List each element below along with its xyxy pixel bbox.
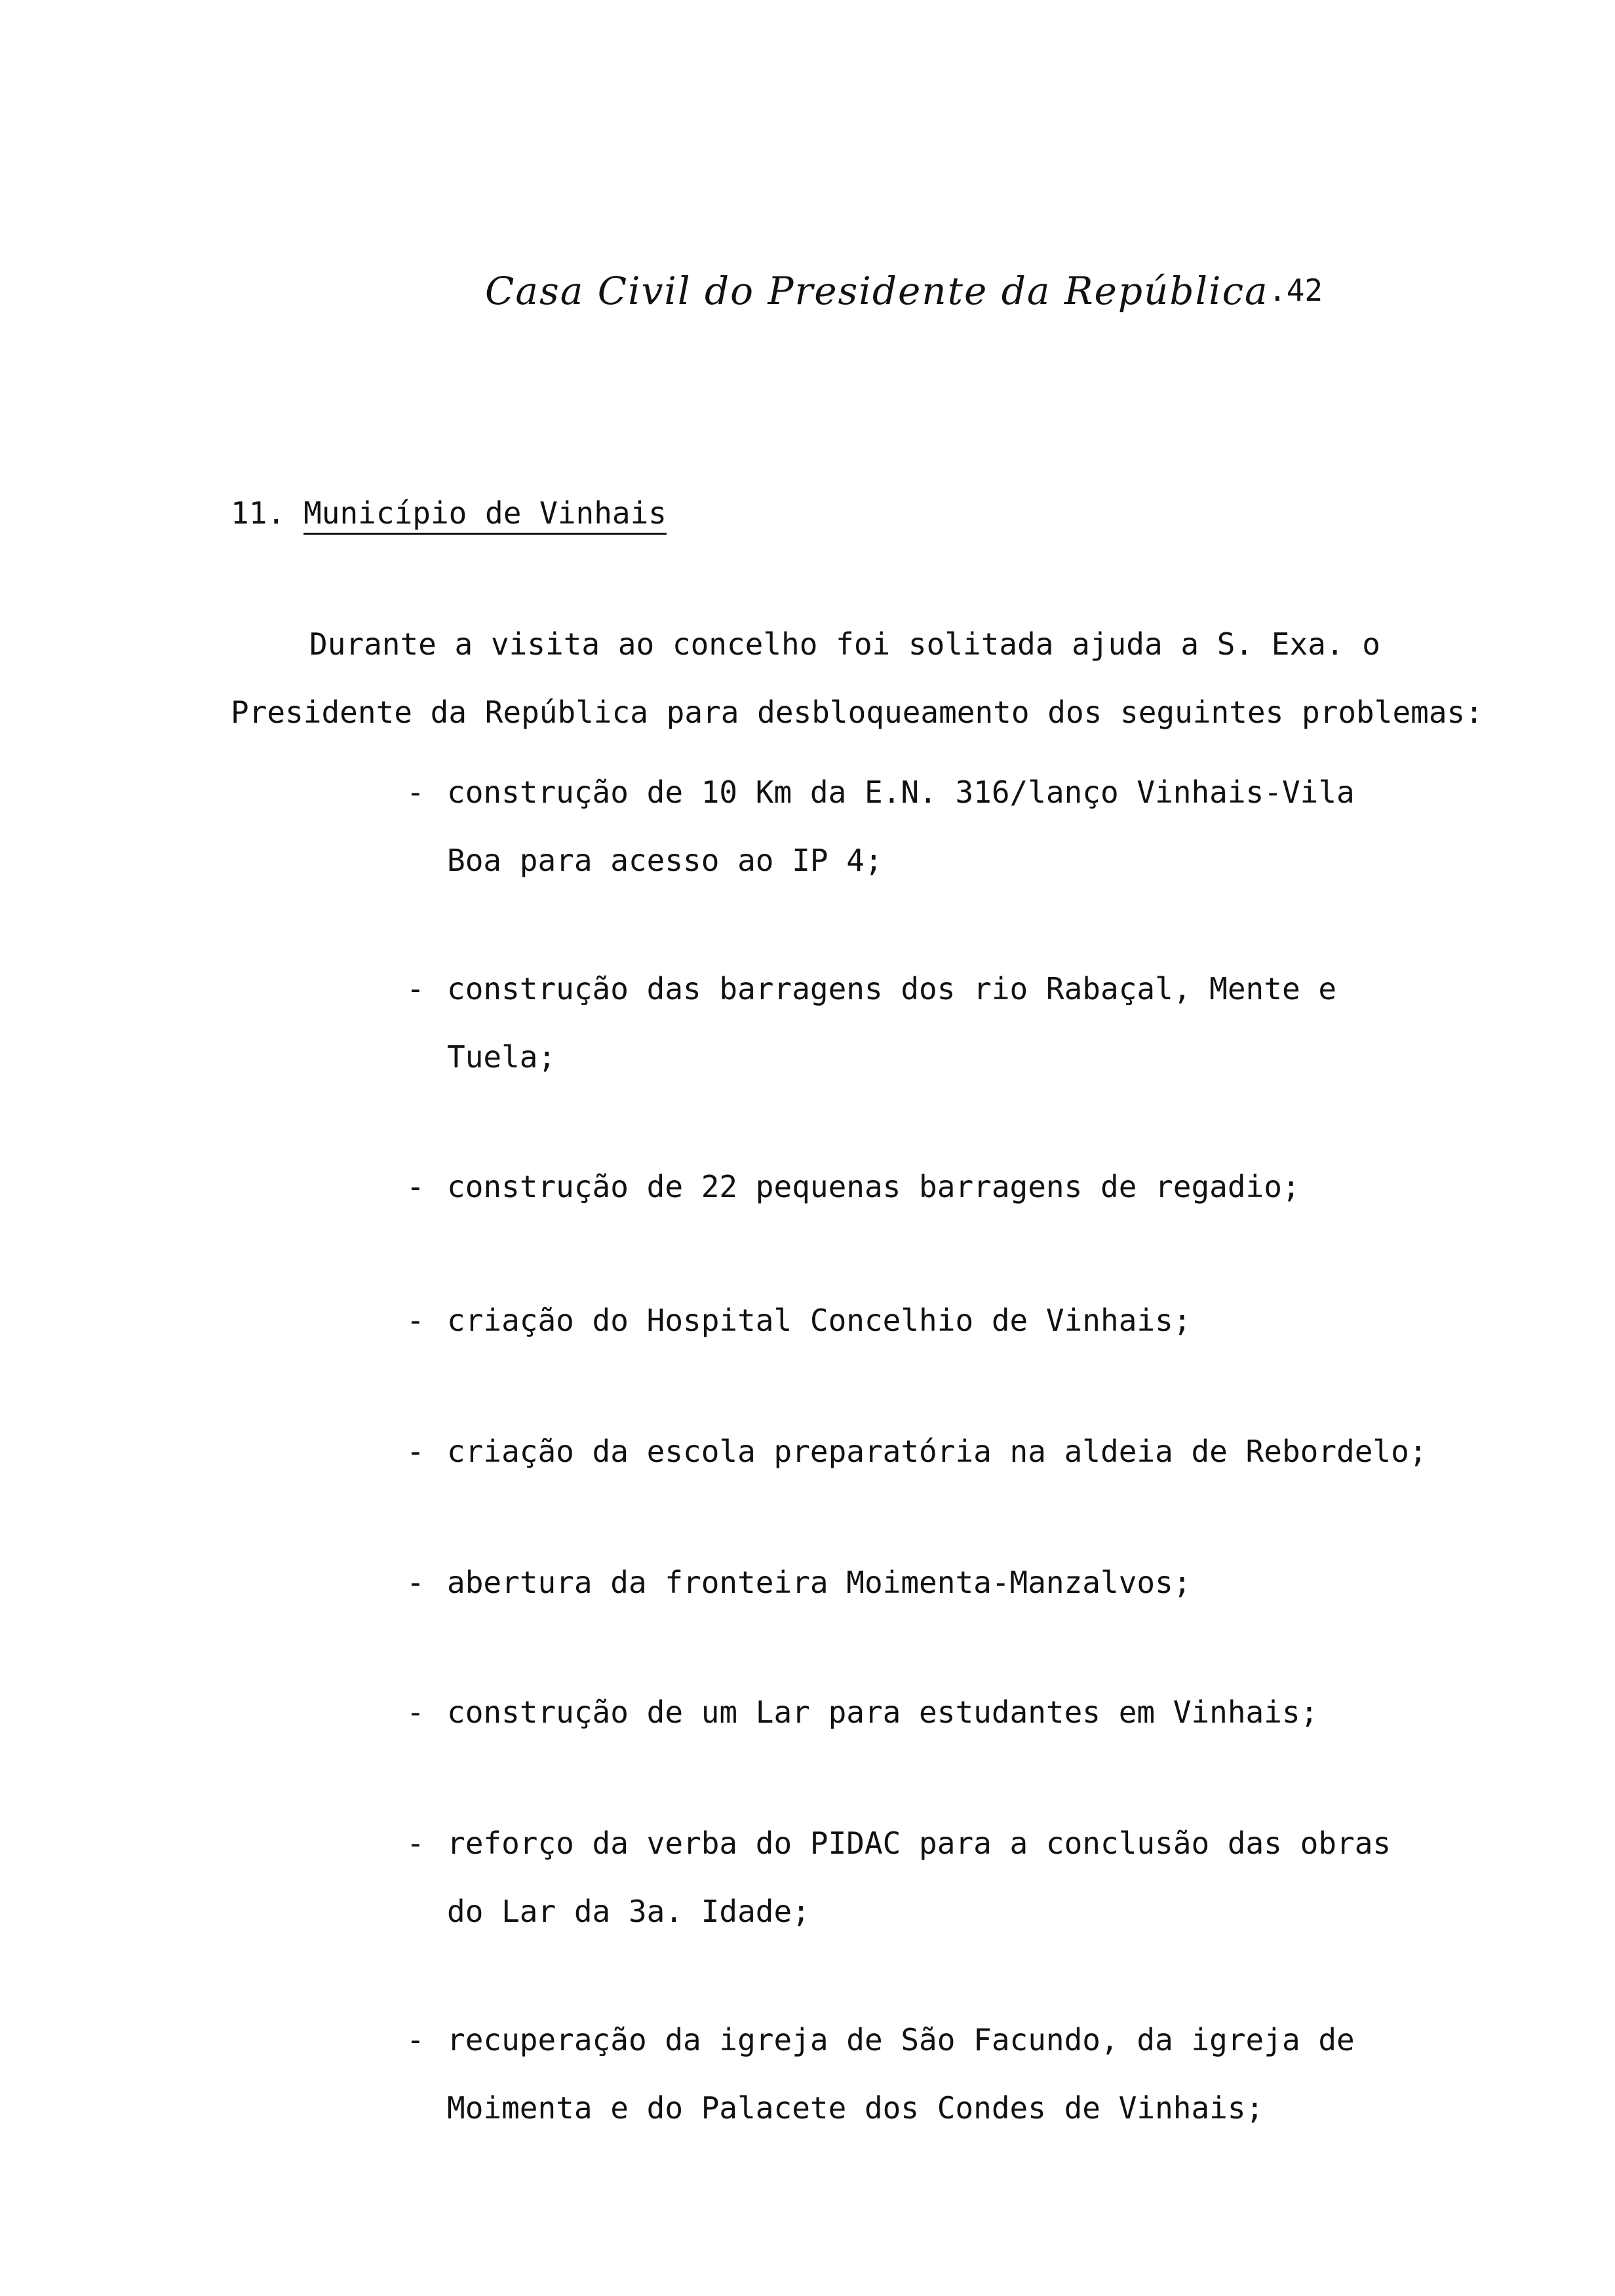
list-item-line: construção de 10 Km da E.N. 316/lanço Vinhais-Vila [447, 775, 1355, 810]
list-item-line: Moimenta e do Palacete dos Condes de Vinhais; [447, 2090, 1264, 2126]
page-number: .42 [1268, 273, 1323, 308]
list-item-line: construção das barragens dos rio Rabaçal, Mente e [447, 971, 1337, 1006]
section-title: Município de Vinhais [303, 495, 667, 531]
list-dash: - [406, 1303, 425, 1338]
list-dash: - [406, 1169, 425, 1204]
list-item-line: criação da escola preparatória na aldeia de Rebordelo; [447, 1434, 1428, 1469]
list-dash: - [406, 1434, 425, 1469]
intro-line-1: Durante a visita ao concelho foi solitada ajuda a S. Exa. o [309, 626, 1380, 662]
section-number: 11. [231, 495, 286, 531]
list-dash: - [406, 2022, 425, 2057]
list-item-line: construção de 22 pequenas barragens de regadio; [447, 1169, 1300, 1204]
list-item-line: recuperação da igreja de São Facundo, da igreja de [447, 2022, 1355, 2057]
list-dash: - [406, 1826, 425, 1861]
list-item-line: Boa para acesso ao IP 4; [447, 843, 883, 878]
list-dash: - [406, 1694, 425, 1730]
list-dash: - [406, 971, 425, 1006]
list-item-line: reforço da verba do PIDAC para a conclusão das obras [447, 1826, 1391, 1861]
section-heading [231, 495, 667, 531]
list-item-line: construção de um Lar para estudantes em Vinhais; [447, 1694, 1319, 1730]
list-dash: - [406, 775, 425, 810]
list-item-line: do Lar da 3a. Idade; [447, 1894, 810, 1929]
letterhead: Casa Civil do Presidente da República [485, 269, 1269, 313]
intro-line-2: Presidente da República para desbloqueamento dos seguintes problemas: [231, 695, 1483, 730]
list-item-line: abertura da fronteira Moimenta-Manzalvos; [447, 1565, 1192, 1600]
list-item-line: Tuela; [447, 1039, 556, 1075]
list-item-line: criação do Hospital Concelhio de Vinhais; [447, 1303, 1192, 1338]
list-dash: - [406, 1565, 425, 1600]
